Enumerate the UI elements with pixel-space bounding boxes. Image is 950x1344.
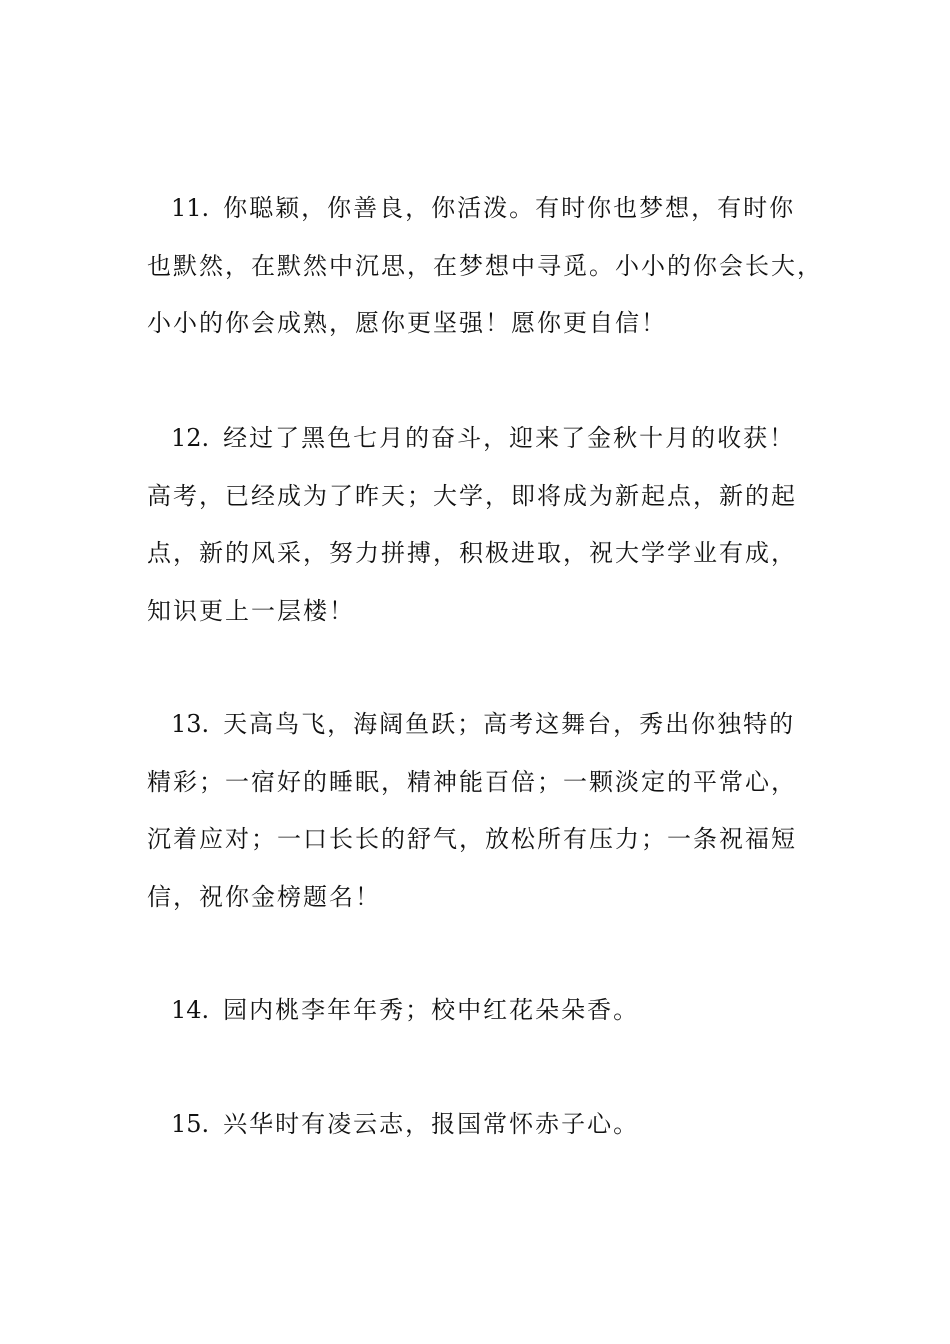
entry-text-line: 兴华时有凌云志，报国常怀赤子心。	[223, 1110, 640, 1138]
entry-number: 11.	[171, 194, 210, 222]
entry-first-line	[147, 410, 807, 468]
entry-text-line: 经过了黑色七月的奋斗，迎来了金秋十月的收获！	[223, 424, 796, 452]
entry-first-line	[147, 696, 807, 754]
wish-entry-15	[147, 1096, 807, 1154]
entry-text-line: 高考，已经成为了昨天；大学，即将成为新起点，新的起	[147, 481, 797, 510]
entry-first-line	[147, 982, 807, 1040]
entry-number: 14.	[171, 996, 210, 1024]
entry-number: 15.	[171, 1110, 210, 1138]
entry-text-line: 点，新的风采，努力拼搏，积极进取，祝大学学业有成，	[147, 539, 797, 567]
entry-text-line: 精彩；一宿好的睡眠，精神能百倍；一颗淡定的平常心，	[147, 767, 797, 796]
entry-text-line: 你聪颖，你善良，你活泼。有时你也梦想，有时你	[223, 194, 796, 222]
entry-number: 13.	[171, 710, 210, 738]
wish-entry-14	[147, 982, 807, 1040]
entry-text-line: 天高鸟飞，海阔鱼跃；高考这舞台，秀出你独特的	[223, 710, 796, 738]
wish-entry-11	[147, 180, 823, 353]
entry-text-line: 沉着应对；一口长长的舒气，放松所有压力；一条祝福短	[147, 825, 797, 853]
entry-text-line: 小小的你会成熟，愿你更坚强！愿你更自信！	[147, 309, 667, 337]
entry-text-line: 信，祝你金榜题名！	[147, 882, 381, 911]
entry-first-line	[147, 1096, 807, 1154]
wish-entry-13	[147, 696, 807, 926]
entry-text-line: 园内桃李年年秀；校中红花朵朵香。	[223, 996, 640, 1024]
entry-number: 12.	[171, 424, 210, 452]
entry-text-line: 知识更上一层楼！	[147, 596, 355, 625]
entry-text-line: 也默然，在默然中沉思，在梦想中寻觅。小小的你会长大，	[147, 251, 823, 280]
entry-first-line	[147, 180, 807, 238]
wish-entry-12	[147, 410, 807, 640]
